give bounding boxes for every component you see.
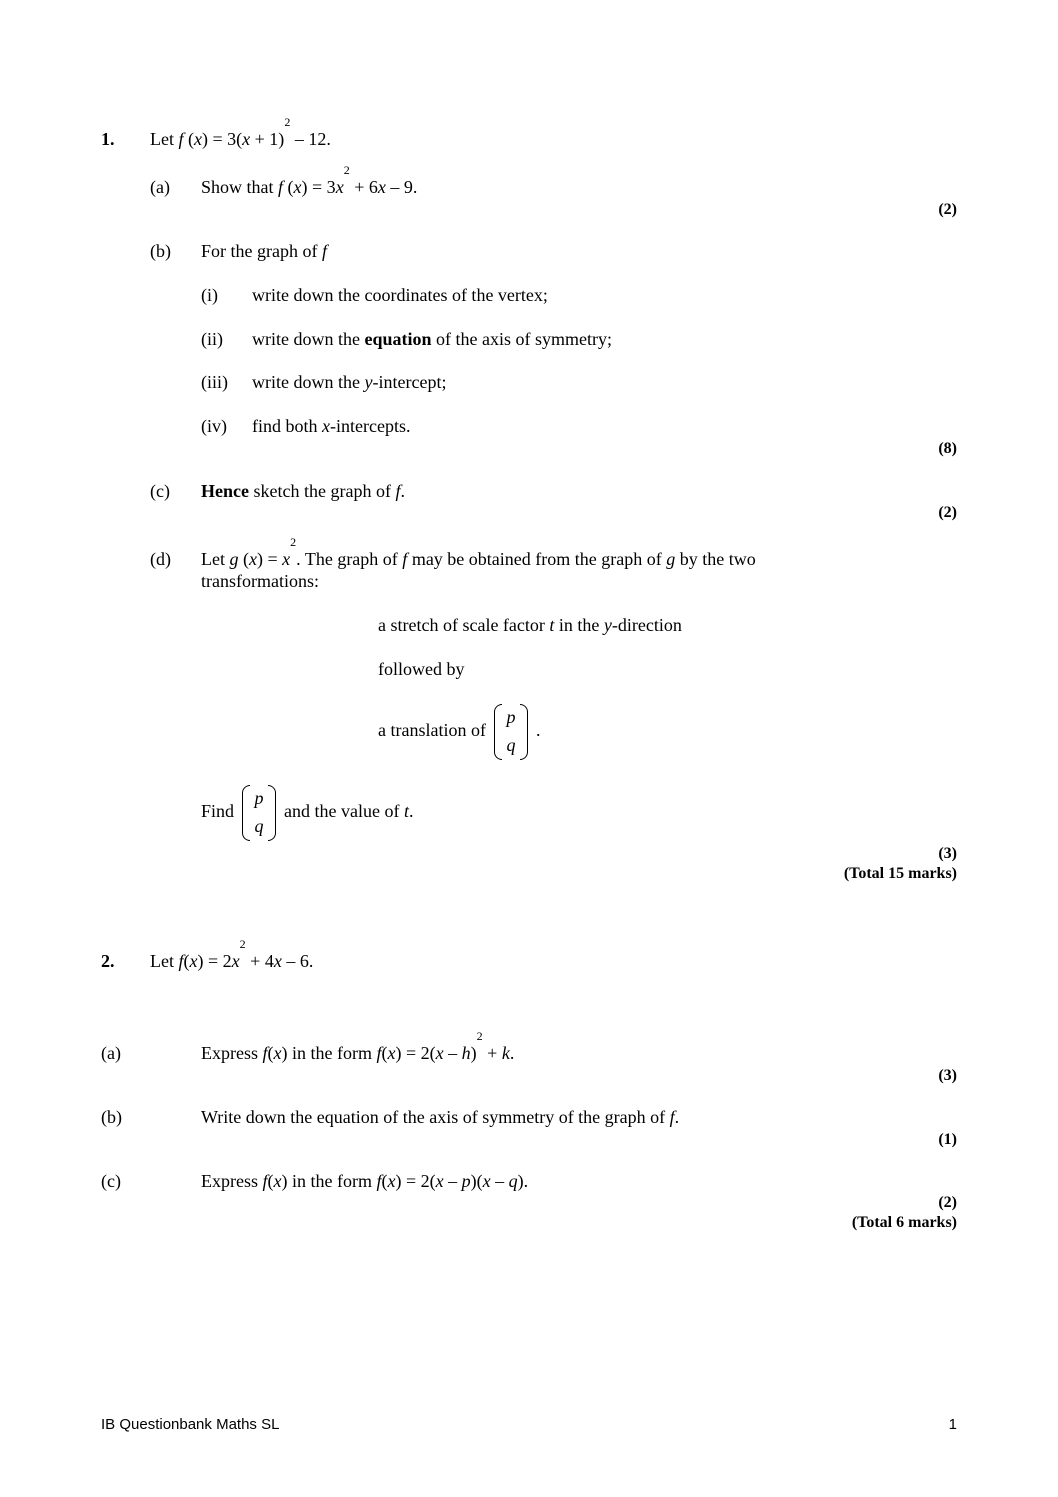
question-1-stem: Let f $(x) = 3(x + 1)^2 - 12$. [150, 115, 331, 149]
q2c-marks: (2) [938, 1194, 957, 1211]
q1d-translation: a translation of p q . [378, 702, 540, 760]
q1c-label: (c) [150, 481, 170, 501]
q1b-ii-label: (ii) [201, 329, 223, 349]
q2b-label: (b) [101, 1107, 122, 1127]
translation-vector: p q [492, 704, 530, 760]
q2b-text: Write down the equation of the axis of symmetry of the graph of f. [201, 1107, 680, 1127]
q1b-iv-label: (iv) [201, 416, 227, 436]
question-2-number: 2. [101, 951, 115, 971]
q1b-intro: For the graph of f [201, 241, 327, 261]
footer-source: IB Questionbank Maths SL [101, 1416, 280, 1433]
q1b-iii-text: write down the y-intercept; [252, 372, 447, 392]
q1b-iii-label: (iii) [201, 372, 228, 392]
q2a-label: (a) [101, 1043, 121, 1063]
q1d-line2: transformations: [201, 571, 319, 591]
q1a-marks: (2) [938, 201, 957, 218]
q1b-label: (b) [150, 241, 171, 261]
q1d-line1: Let g $(x) = x^2$. The graph of f may be obtained from the graph of g by the two [201, 535, 756, 569]
q2-total-marks: (Total 6 marks) [851, 1214, 957, 1231]
page-number: 1 [948, 1416, 957, 1433]
q2a-text: Express f(x) in the form f(x) = 2(x – h)$^2$ + k. [201, 1029, 515, 1063]
q1b-i-text: write down the coordinates of the vertex; [252, 285, 548, 305]
q1d-label: (d) [150, 549, 171, 569]
q2c-label: (c) [101, 1171, 121, 1191]
q1b-i-label: (i) [201, 285, 218, 305]
q1a-label: (a) [150, 177, 170, 197]
q2a-marks: (3) [938, 1067, 957, 1084]
q1-total-marks: (Total 15 marks) [843, 865, 957, 882]
q1d-marks: (3) [938, 845, 957, 862]
q1b-iv-text: find both x-intercepts. [252, 416, 411, 436]
q1d-stretch: a stretch of scale factor t in the y-direction [378, 615, 682, 635]
q2c-text: Express f(x) in the form f(x) = 2(x – p)(x – q). [201, 1171, 529, 1191]
question-1-number: 1. [101, 129, 115, 149]
question-2-stem: Let $f(x) = 2x^2 + 4x - 6$. [150, 937, 314, 971]
q1d-find: Find p q and the value of t. [201, 783, 413, 841]
find-vector: p q [240, 785, 278, 841]
q1a-text: Show that f $(x) = 3x^2 + 6x - 9$. [201, 163, 418, 197]
q1c-text: Hence sketch the graph of f. [201, 481, 405, 501]
q1b-marks: (8) [938, 440, 957, 457]
q2b-marks: (1) [938, 1131, 957, 1148]
q1d-followed-by: followed by [378, 659, 465, 679]
q1c-marks: (2) [938, 504, 957, 521]
q1b-ii-text: write down the equation of the axis of symmetry; [252, 329, 612, 349]
